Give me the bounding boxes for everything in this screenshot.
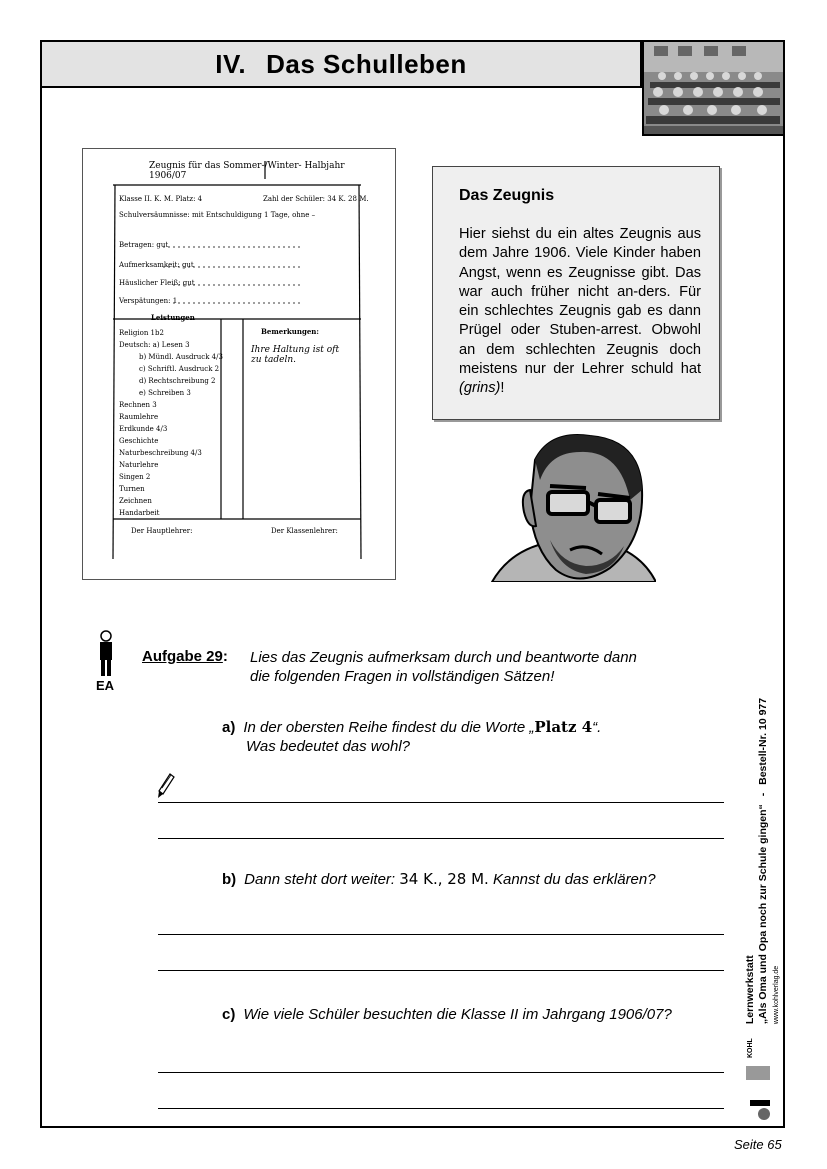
answer-line[interactable]: [158, 838, 724, 839]
answer-line[interactable]: [158, 934, 724, 935]
certificate-row: Geschichte: [119, 437, 159, 445]
certificate-row: Häuslicher Fleiß: gut: [119, 279, 195, 287]
book-title: „Als Oma und Opa noch zur Schule gingen“: [757, 804, 769, 1025]
certificate-row: e) Schreiben 3: [139, 389, 191, 397]
certificate-row: Der Klassenlehrer:: [271, 527, 338, 535]
series-name: Lernwerkstatt: [744, 955, 756, 1025]
question-a: a) In der obersten Reihe findest du die Worte „Platz 4“. Was bedeutet das wohl?: [222, 718, 602, 755]
certificate-title: Zeugnis für das Sommer-/Winter- Halbjahr 1906/07: [149, 161, 345, 181]
certificate-row: Verspätungen: 1: [119, 297, 178, 305]
certificate-row: Religion 1b2: [119, 329, 164, 337]
certificate-row: Naturbeschreibung 4/3: [119, 449, 202, 457]
certificate-row: b) Mündl. Ausdruck 4/3: [139, 353, 223, 361]
chapter-title-bar: [40, 40, 642, 88]
side-imprint: KOHL Lernwerkstatt „Als Oma und Opa noch zur Schule gingen“ - Bestell-Nr. 10 977 www.kohlverlag.de: [744, 690, 784, 1120]
certificate-row: Schulversäumnisse: mit Entschuldigung 1 Tage, ohne –: [119, 211, 316, 219]
info-box: [432, 166, 720, 420]
question-b: b) Dann steht dort weiter: 34 K., 28 M. Kannst du das erklären?: [222, 870, 656, 888]
task-label: Aufgabe 29:: [142, 648, 228, 665]
certificate-row: Klasse II. K. M. Platz: 4: [119, 195, 203, 203]
certificate-row: Zeichnen: [119, 497, 152, 505]
answer-line[interactable]: [158, 1072, 724, 1073]
question-c: c) Wie viele Schüler besuchten die Klasse II im Jahrgang 1906/07?: [222, 1006, 672, 1023]
pencil-icon: [156, 772, 176, 800]
info-box-heading: Das Zeugnis: [459, 187, 555, 204]
certificate-row: Rechnen 3: [119, 401, 157, 409]
answer-line[interactable]: [158, 970, 724, 971]
certificate-row: Raumlehre: [119, 413, 159, 421]
certificate-row: Aufmerksamkeit: gut: [119, 261, 194, 269]
grumpy-teacher-illustration: [490, 430, 656, 582]
classroom-photo: [642, 40, 785, 136]
certificate-row: Zahl der Schüler: 34 K. 28 M.: [263, 195, 369, 203]
info-box-text: Hier siehst du ein altes Zeugnis aus dem Jahre 1906. Viele Kinder haben Angst, wenn es Zeugnisse gibt. Das war auch früher nicht an-ders. Für ein schlechtes Zeugnis gab es dann Prügel oder Stuben-arrest. Obwohl an dem schlechten Zeugnis doch meistens nur der Lehrer schuld hat (grins)!: [459, 226, 701, 397]
certificate-remark: Ihre Haltung ist oft zu tadeln.: [251, 345, 340, 365]
certificate-row: Handarbeit: [119, 509, 160, 517]
certificate-row: d) Rechtschreibung 2: [139, 377, 216, 385]
chapter-title: IV. Das Schulleben: [215, 48, 467, 79]
certificate-row: Betragen: gut: [119, 241, 169, 249]
publisher-name: KOHL: [747, 1038, 754, 1058]
social-form-label: EA: [96, 678, 115, 693]
certificate-row: Turnen: [119, 485, 145, 493]
certificate-row: Der Hauptlehrer:: [131, 527, 193, 535]
answer-line[interactable]: [158, 802, 724, 803]
student-figure-icon: [96, 630, 116, 678]
order-number: Bestell-Nr. 10 977: [757, 697, 769, 785]
certificate-row: Leistungen: [151, 313, 195, 322]
page-number: Seite 65: [734, 1137, 782, 1152]
certificate-row: Singen 2: [119, 473, 151, 481]
certificate-row: Deutsch: a) Lesen 3: [119, 341, 190, 349]
task-instruction: Lies das Zeugnis aufmerksam durch und beantworte dann die folgenden Fragen in vollständigen Sätzen!: [250, 649, 637, 685]
answer-line[interactable]: [158, 1108, 724, 1109]
certificate-row: c) Schriftl. Ausdruck 2: [139, 365, 220, 373]
kohl-logo-icon: [744, 1064, 772, 1120]
certificate-row: Bemerkungen:: [261, 327, 319, 336]
old-school-certificate: [82, 148, 396, 580]
certificate-row: Erdkunde 4/3: [119, 425, 168, 433]
publisher-website[interactable]: www.kohlverlag.de: [773, 965, 780, 1025]
certificate-row: Naturlehre: [119, 461, 159, 469]
